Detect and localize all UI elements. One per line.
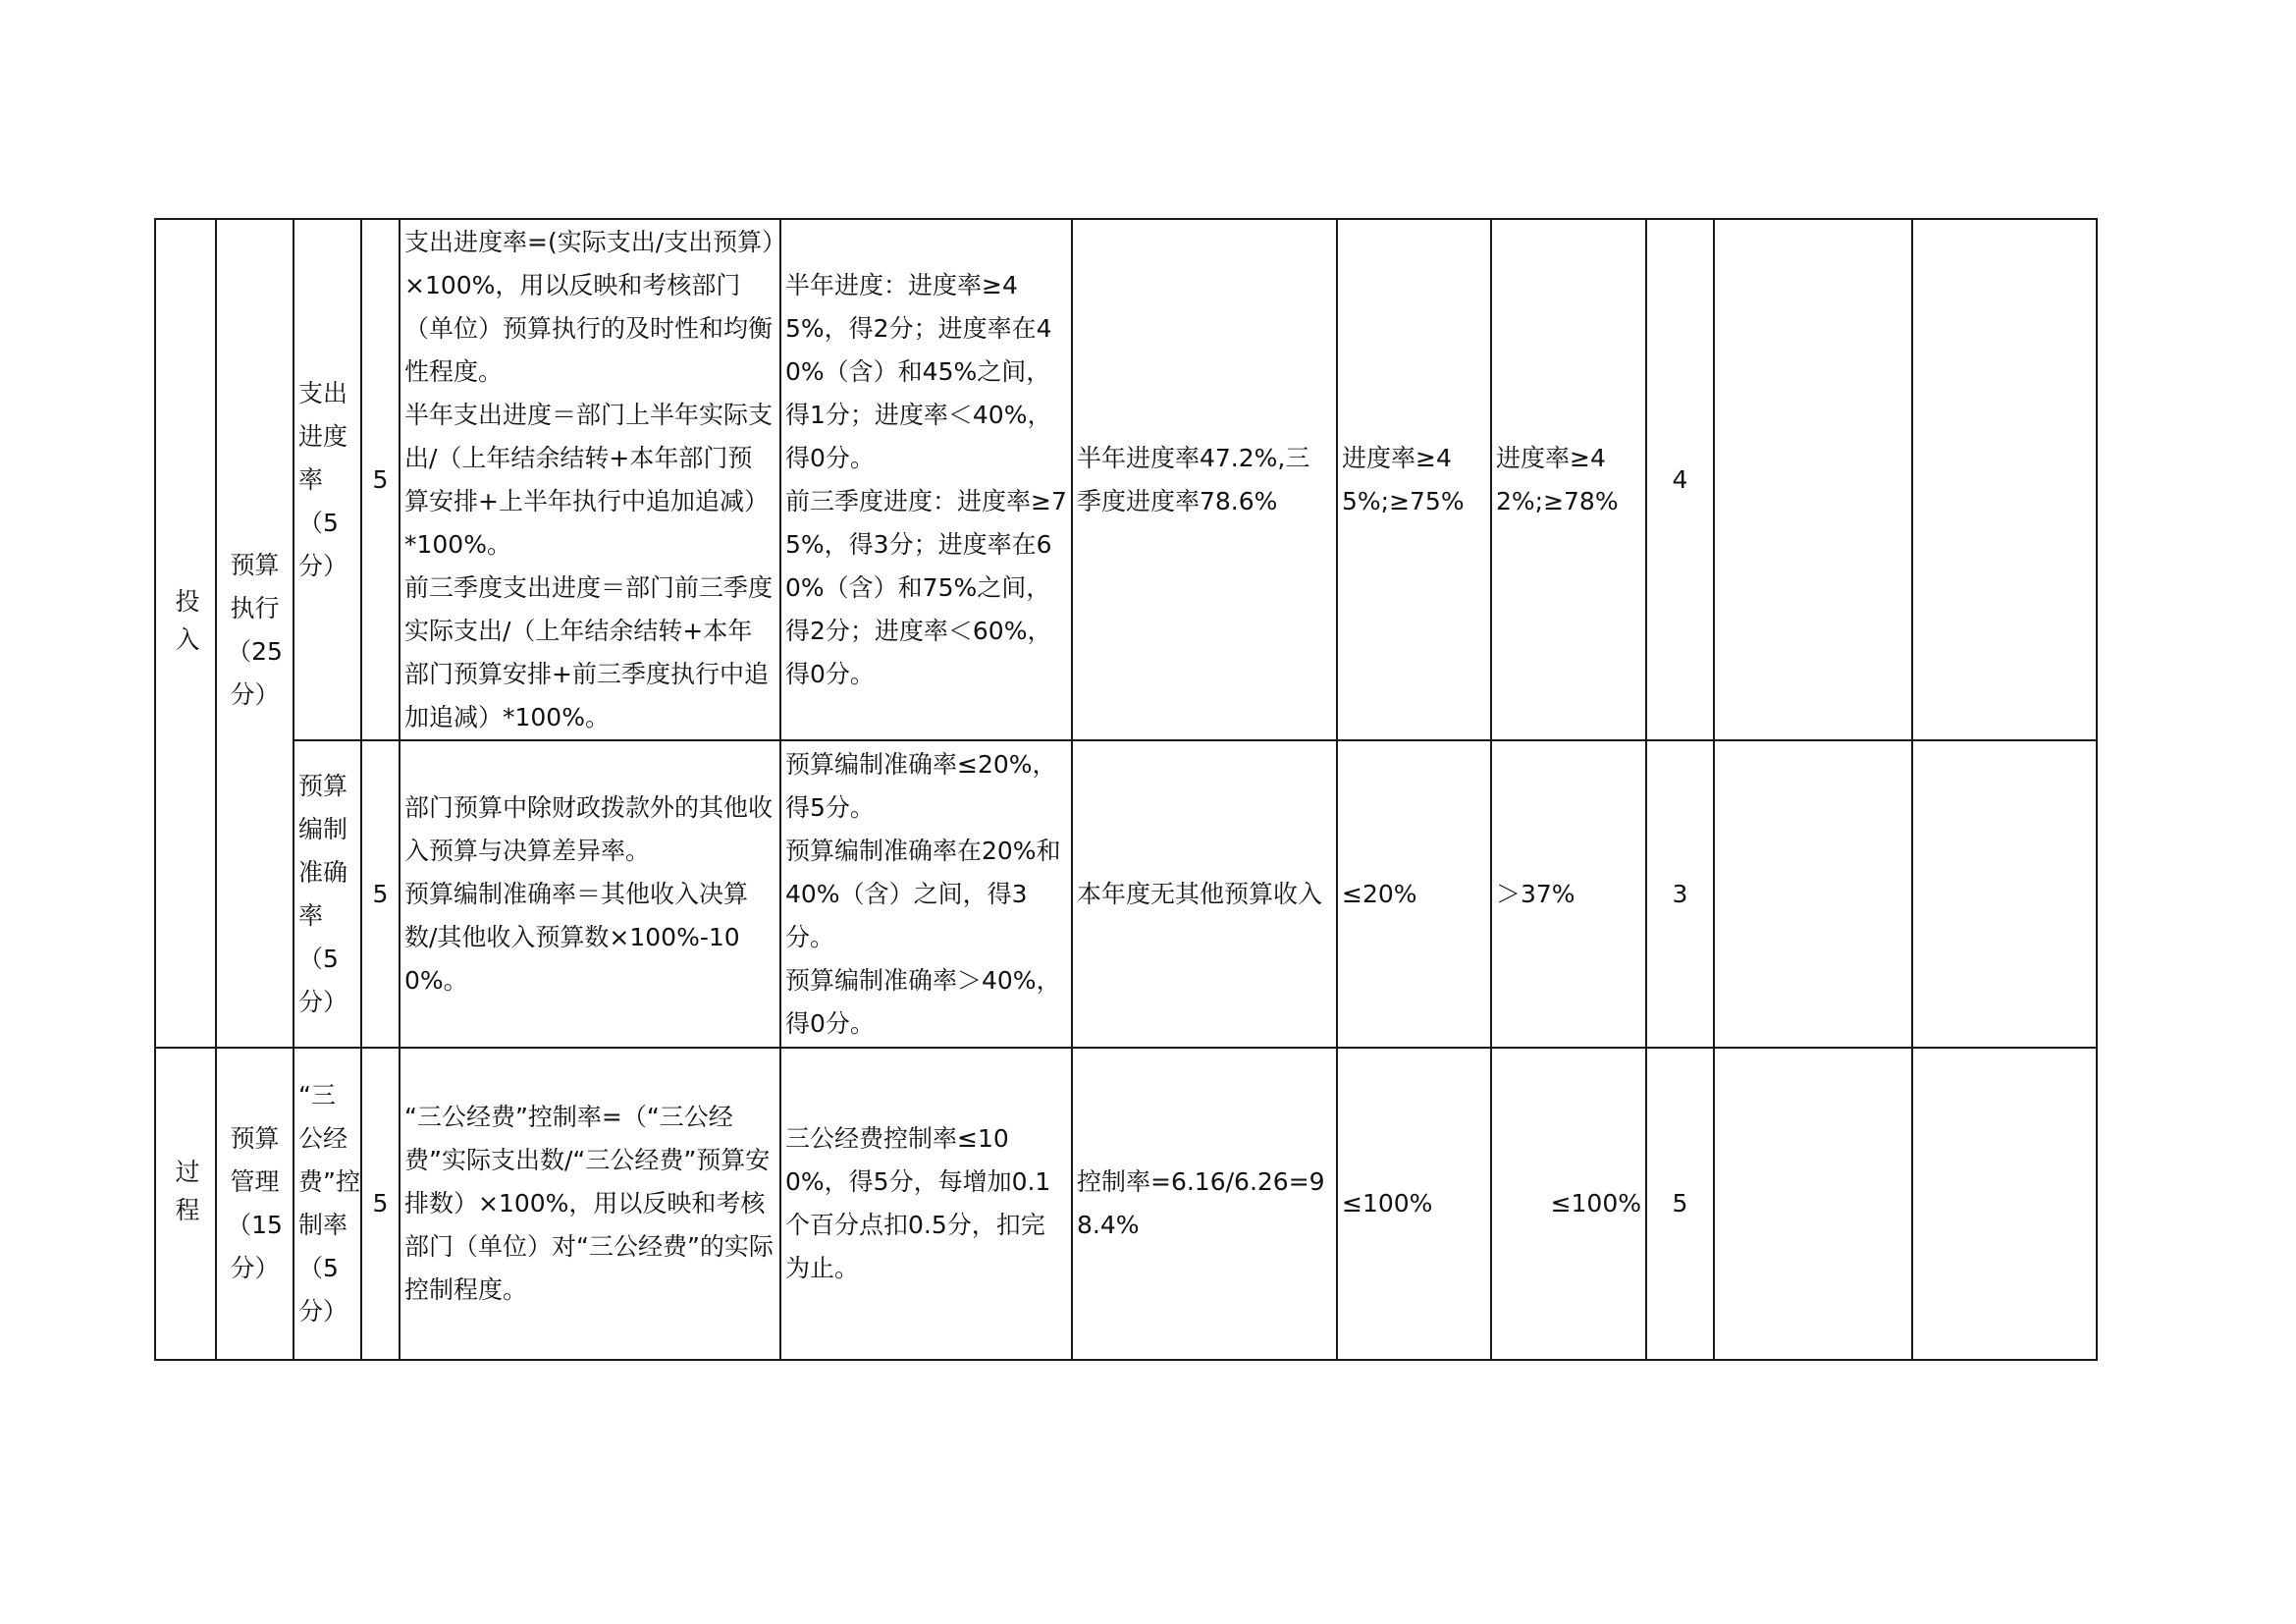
definition-text: “三公经费”控制率=（“三公经费”实际支出数/“三公经费”预算安排数）×100%，用以反映和考核部门（单位）对“三公经费”的实际控制程度。 [404, 1103, 774, 1304]
extra-cell-1 [1714, 1048, 1912, 1360]
standard-text: 预算编制准确率≤20%，得5分。 预算编制准确率在20%和40%（含）之间，得3分。 预算编制准确率＞40%，得0分。 [785, 749, 1061, 1038]
extra-cell-2 [1912, 740, 2097, 1048]
weight-value: 5 [372, 879, 389, 908]
score-cell [1646, 219, 1714, 740]
sub-category-cell [216, 219, 294, 1048]
definition-cell [400, 1048, 780, 1360]
table-row [155, 1048, 2097, 1360]
standard-text: 三公经费控制率≤100%，得5分，每增加0.1个百分点扣0.5分，扣完为止。 [785, 1124, 1051, 1282]
category-label: 投入 [172, 588, 200, 665]
actual-text: 本年度无其他预算收入 [1077, 879, 1323, 908]
target-text: ≤100% [1342, 1189, 1433, 1218]
weight-value: 5 [372, 464, 389, 494]
actual-cell [1072, 219, 1337, 740]
performance-table [154, 218, 2098, 1361]
standard-cell [780, 219, 1072, 740]
indicator-cell [294, 1048, 361, 1360]
target-text: 进度率≥45%;≥75% [1342, 443, 1465, 515]
definition-text: 部门预算中除财政拨款外的其他收入预算与决算差异率。 预算编制准确率＝其他收入决算数/其他收入预算数×100%-100%。 [404, 792, 774, 995]
weight-cell [361, 1048, 400, 1360]
indicator-cell [294, 219, 361, 740]
definition-text: 支出进度率=(实际支出/支出预算）×100%，用以反映和考核部门（单位）预算执行的及时性和均衡性程度。 半年支出进度＝部门上半年实际支出/（上年结余结转+本年部门预算安排+上半年执行中追加追减）*100%。 前三季度支出进度＝部门前三季度实际支出/（上年结余结转+本年部门预算安排+前三季度执行中追加追减）*100%。 [404, 227, 774, 731]
prior-text: ＞37% [1496, 879, 1575, 908]
category-cell [155, 1048, 216, 1360]
extra-cell-2 [1912, 1048, 2097, 1360]
definition-cell [400, 740, 780, 1048]
standard-text: 半年进度：进度率≥45%，得2分；进度率在40%（含）和45%之间，得1分；进度率＜40%，得0分。 前三季度进度：进度率≥75%，得3分；进度率在60%（含）和75%之间，得2分；进度率＜60%，得0分。 [785, 270, 1067, 688]
target-cell [1337, 219, 1491, 740]
standard-cell [780, 740, 1072, 1048]
prior-cell [1491, 219, 1646, 740]
extra-cell-2 [1912, 219, 2097, 740]
extra-cell-1 [1714, 740, 1912, 1048]
table-row [155, 219, 2097, 740]
target-cell [1337, 740, 1491, 1048]
indicator-label: “三公经费”控制率（5分） [298, 1081, 360, 1326]
score-value: 4 [1672, 464, 1688, 494]
target-cell [1337, 1048, 1491, 1360]
prior-cell [1491, 740, 1646, 1048]
definition-cell [400, 219, 780, 740]
indicator-cell [294, 740, 361, 1048]
standard-cell [780, 1048, 1072, 1360]
actual-text: 控制率=6.16/6.26=98.4% [1077, 1167, 1325, 1239]
prior-text: ≤100% [1550, 1189, 1641, 1218]
actual-cell [1072, 1048, 1337, 1360]
category-cell [155, 219, 216, 1048]
category-label: 过程 [172, 1159, 200, 1235]
extra-cell-1 [1714, 219, 1912, 740]
weight-cell [361, 219, 400, 740]
sub-category-label: 预算管理（15分） [227, 1124, 283, 1282]
prior-text: 进度率≥42%;≥78% [1496, 443, 1619, 515]
sub-category-label: 预算执行（25分） [227, 551, 283, 709]
table-row [155, 740, 2097, 1048]
weight-cell [361, 740, 400, 1048]
prior-cell [1491, 1048, 1646, 1360]
target-text: ≤20% [1342, 879, 1417, 908]
score-value: 5 [1672, 1189, 1688, 1218]
sub-category-cell [216, 1048, 294, 1360]
score-cell [1646, 740, 1714, 1048]
score-cell [1646, 1048, 1714, 1360]
score-value: 3 [1672, 879, 1688, 908]
weight-value: 5 [372, 1189, 389, 1218]
actual-text: 半年进度率47.2%,三季度进度率78.6% [1077, 443, 1310, 515]
indicator-label: 支出进度率（5分） [298, 378, 348, 580]
indicator-label: 预算编制准确率（5分） [298, 771, 348, 1016]
actual-cell [1072, 740, 1337, 1048]
